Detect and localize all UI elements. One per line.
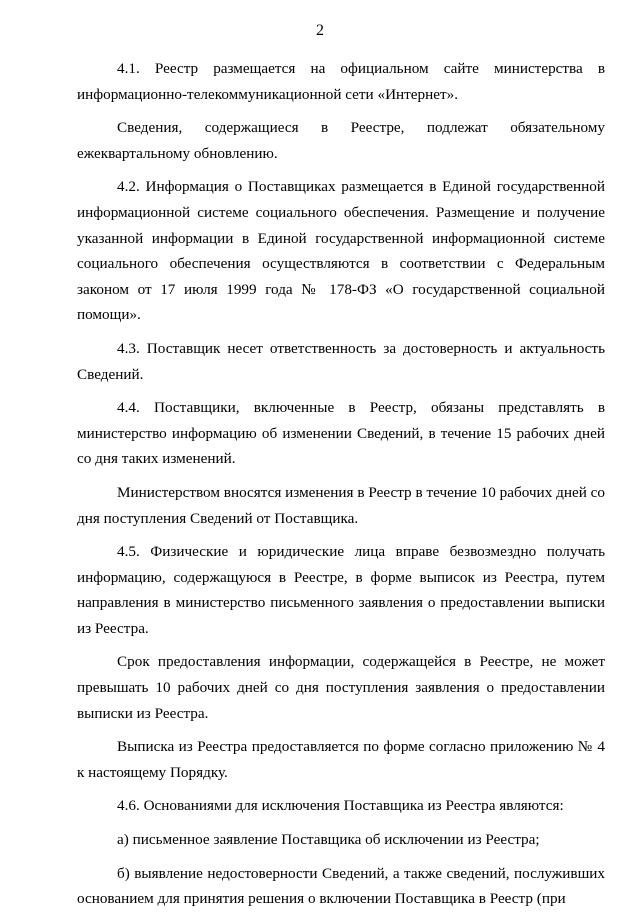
paragraph-ministry-changes: Министерством вносятся изменения в Реестр в течение 10 рабочих дней со дня поступления Сведений от Поставщика. <box>77 483 605 527</box>
paragraph-term: Срок предоставления информации, содержащейся в Реестре, не может превышать 10 рабочих дней со дня поступления заявления о предоставлении выписки из Реестра. <box>77 653 605 722</box>
paragraph-item-b: б) выявление недостоверности Сведений, а также сведений, послуживших основанием для принятия решения о включении Поставщика в Реестр (при <box>77 864 605 908</box>
page-number: 2 <box>316 22 324 39</box>
document-body <box>77 56 605 912</box>
paragraph-4-6: 4.6. Основаниями для исключения Поставщика из Реестра являются: <box>117 797 564 815</box>
paragraph-4-2: 4.2. Информация о Поставщиках размещается в Единой государственной информационной системе социального обеспечения. Размещение и получение указанной информации в Единой государственной информационной системе социального обеспечения осуществляются в соответствии с Федеральным законом от 17 июля 1999 года № 178-ФЗ «О государственной социальной помощи». <box>77 178 605 324</box>
paragraph-4-5: 4.5. Физические и юридические лица вправе безвозмездно получать информацию, содержащуюся в Реестре, в форме выписок из Реестра, путем направления в министерство письменного заявления о предоставлении выписки из Реестра. <box>77 543 605 637</box>
paragraph-4-4: 4.4. Поставщики, включенные в Реестр, обязаны представлять в министерство информацию об изменении Сведений, в течение 15 рабочих дней со дня таких изменений. <box>77 399 605 468</box>
paragraph-4-1: 4.1. Реестр размещается на официальном сайте министерства в информационно-телекоммуникационной сети «Интернет». <box>77 60 605 103</box>
paragraph-update-requirement: Сведения, содержащиеся в Реестре, подлежат обязательному ежеквартальному обновлению. <box>77 119 605 162</box>
paragraph-4-3: 4.3. Поставщик несет ответственность за достоверность и актуальность Сведений. <box>77 339 605 383</box>
paragraph-item-a: а) письменное заявление Поставщика об исключении из Реестра; <box>117 831 540 849</box>
paragraph-extract-form: Выписка из Реестра предоставляется по форме согласно приложению № 4 к настоящему Порядку. <box>77 738 605 781</box>
